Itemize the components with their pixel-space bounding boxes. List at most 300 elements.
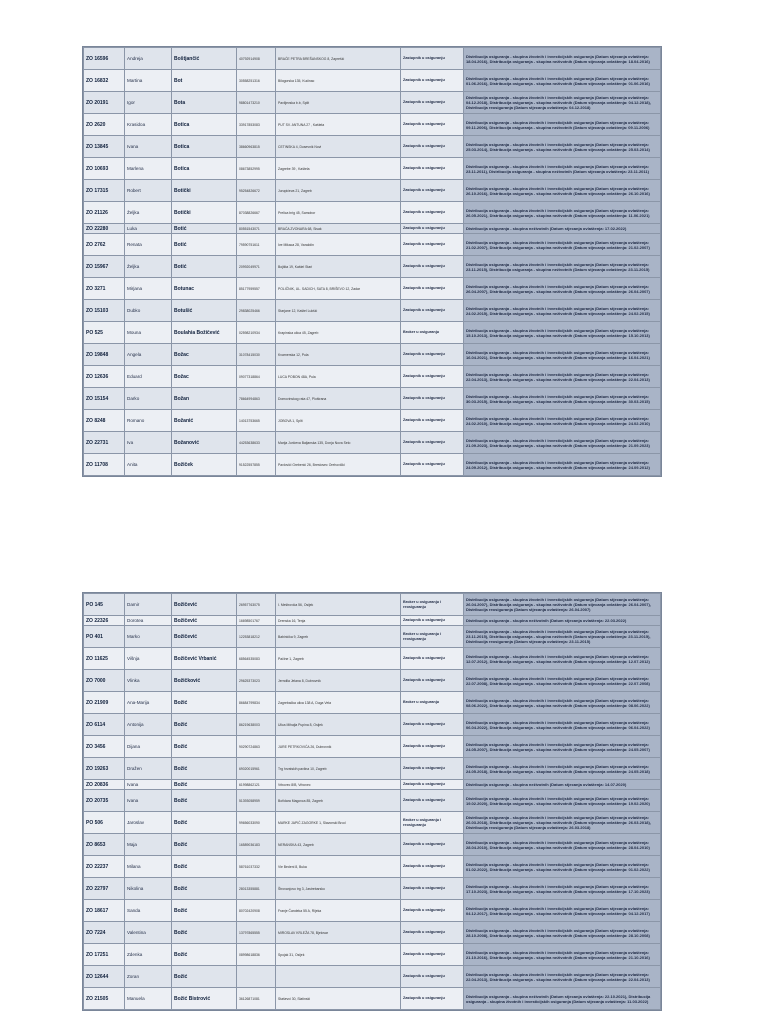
registration-number: ZO 22280 bbox=[84, 224, 125, 234]
authorization-description: Distribucija osiguranja - skupina životnih i investicijskih osiguranja (Datum stjecanja ovlaštenja: 30.03.2015), Distribucija osiguranja - skupina neživotnih (Datum stjecanja ovlaštenja: 30.03.2015) bbox=[464, 388, 661, 410]
oib-number: 69020015961 bbox=[237, 758, 276, 780]
agent-type: Zastupnik u osiguranju bbox=[401, 388, 464, 410]
agent-type: Zastupnik u osiguranju bbox=[401, 410, 464, 432]
register-table-1 bbox=[83, 47, 661, 476]
authorization-description: Distribucija osiguranja - skupina životnih i investicijskih osiguranja (Datum stjecanja ovlaštenja: 21.02.2007), Distribucija osiguranja - skupina neživotnih (Datum stjecanja ovlaštenja: 21.02.2007) bbox=[464, 234, 661, 256]
authorization-description: Distribucija osiguranja - skupina životnih i investicijskih osiguranja (Datum stjecanja ovlaštenja: 24.05.2018), Distribucija osiguranja - skupina neživotnih (Datum stjecanja ovlaštenja: 24.05.2018) bbox=[464, 758, 661, 780]
last-name: Bot bbox=[172, 70, 237, 92]
last-name: Božičević bbox=[172, 594, 237, 616]
authorization-description: Distribucija osiguranja - skupina životnih i investicijskih osiguranja (Datum stjecanja ovlaštenja: 22.07.2008), Distribucija osiguranja - skupina neživotnih (Datum stjecanja ovlaštenja: 22.07.2008) bbox=[464, 670, 661, 692]
registration-number: PO 525 bbox=[84, 322, 125, 344]
first-name: Manuela bbox=[125, 988, 172, 1010]
authorization-description: Distribucija osiguranja - skupina neživotnih (Datum stjecanja ovlaštenja: 14.07.2020) bbox=[464, 780, 661, 790]
last-name: Botica bbox=[172, 158, 237, 180]
authorization-description: Distribucija osiguranja - skupina životnih i investicijskih osiguranja (Datum stjecanja ovlaštenja: 28.04.2010), Distribucija osiguranja - skupina neživotnih (Datum stjecanja ovlaštenja: 28.04.2010) bbox=[464, 834, 661, 856]
authorization-description: Distribucija osiguranja - skupina životnih i investicijskih osiguranja (Datum stjecanja ovlaštenja: 26.04.2007), Distribucija osiguranja - skupina neživotnih (Datum stjecanja ovlaštenja: 26.04.2007), Distribucija reosiguranja (Datum stjecanja ovlaštenja: 26.04.2007) bbox=[464, 594, 661, 616]
last-name: Boštjančić bbox=[172, 48, 237, 70]
first-name: Ivana bbox=[125, 790, 172, 812]
registration-number: ZO 21505 bbox=[84, 988, 125, 1010]
authorization-description: Distribucija osiguranja - skupina životnih i investicijskih osiguranja (Datum stjecanja ovlaštenja: 17.10.2023), Distribucija osiguranja - skupina neživotnih (Datum stjecanja ovlaštenja: 17.10.2023) bbox=[464, 878, 661, 900]
first-name: Mirjana bbox=[125, 278, 172, 300]
table-row bbox=[84, 366, 661, 388]
last-name: Botički bbox=[172, 202, 237, 224]
table-row bbox=[84, 224, 661, 234]
registration-number: ZO 22326 bbox=[84, 616, 125, 626]
oib-number: 95254826672 bbox=[237, 180, 276, 202]
authorization-description: Distribucija osiguranja - skupina životnih i investicijskih osiguranja (Datum stjecanja ovlaštenja: 23.11.2011), Distribucija osiguranja - skupina neživotnih (Datum stjecanja ovlaštenja: 23.11.2011) bbox=[464, 158, 661, 180]
address: POLIČNIK, UL. SADICH, SATA 8, BRIŠEVO 12, Zadar bbox=[276, 278, 401, 300]
authorization-description: Distribucija osiguranja - skupina životnih i investicijskih osiguranja (Datum stjecanja ovlaštenja: 24.09.2012), Distribucija osiguranja - skupina neživotnih (Datum stjecanja ovlaštenja: 24.09.2012) bbox=[464, 454, 661, 476]
table-row bbox=[84, 158, 661, 180]
registration-number: ZO 16596 bbox=[84, 48, 125, 70]
last-name: Boulahia Božičević bbox=[172, 322, 237, 344]
table-row bbox=[84, 48, 661, 70]
table-row bbox=[84, 202, 661, 224]
last-name: Božić bbox=[172, 758, 237, 780]
authorization-description: Distribucija osiguranja - skupina životnih i investicijskih osiguranja (Datum stjecanja ovlaštenja: 26.03.2018), Distribucija osiguranja - skupina neživotnih (Datum stjecanja ovlaštenja: 26.03.2018), Distribucija reosiguranja (Datum stjecanja ovlaštenja: 26.03.2018) bbox=[464, 812, 661, 834]
registration-number: ZO 22797 bbox=[84, 878, 125, 900]
last-name: Božiček bbox=[172, 454, 237, 476]
authorization-description: Distribucija osiguranja - skupina životnih i investicijskih osiguranja (Datum stjecanja ovlaštenja: 01.02.2022), Distribucija osiguranja - skupina neživotnih (Datum stjecanja ovlaštenja: 01.02.2022) bbox=[464, 856, 661, 878]
first-name: Krasidoa bbox=[125, 114, 172, 136]
oib-number: 58761037332 bbox=[237, 856, 276, 878]
first-name: Valentina bbox=[125, 922, 172, 944]
agent-type: Zastupnik u osiguranju bbox=[401, 278, 464, 300]
address: MARKE JAPIĆ ZAGORKE 1, Slavonski Brod bbox=[276, 812, 401, 834]
authorization-description: Distribucija osiguranja - skupina životnih i investicijskih osiguranja (Datum stjecanja ovlaštenja: 22.04.2013), Distribucija osiguranja - skupina neživotnih (Datum stjecanja ovlaštenja: 22.04.2013) bbox=[464, 366, 661, 388]
last-name: Božić bbox=[172, 922, 237, 944]
authorization-description: Distribucija osiguranja - skupina životnih i investicijskih osiguranja (Datum stjecanja ovlaštenja: 16.04.2021), Distribucija osiguranja - skupina neživotnih (Datum stjecanja ovlaštenja: 16.04.2021) bbox=[464, 344, 661, 366]
first-name: Dorotea bbox=[125, 616, 172, 626]
address: Zagrebe 39 , Kaštela bbox=[276, 158, 401, 180]
table-row bbox=[84, 410, 661, 432]
table-row bbox=[84, 670, 661, 692]
first-name: Dubko bbox=[125, 300, 172, 322]
last-name: Božić bbox=[172, 736, 237, 758]
oib-number: 38660963815 bbox=[237, 136, 276, 158]
first-name: Nikolina bbox=[125, 878, 172, 900]
registration-number: PO 401 bbox=[84, 626, 125, 648]
registration-number: ZO 15967 bbox=[84, 256, 125, 278]
first-name: Sanda bbox=[125, 900, 172, 922]
agent-type: Zastupnik u osiguranju bbox=[401, 180, 464, 202]
table-row bbox=[84, 234, 661, 256]
registration-number: ZO 15154 bbox=[84, 388, 125, 410]
address: Marija Jurićeva Baljanska 135, Donja Nova Selo bbox=[276, 432, 401, 454]
authorization-description: Distribucija osiguranja - skupina životnih i investicijskih osiguranja (Datum stjecanja ovlaštenja: 22.04.2013), Distribucija osiguranja - skupina neživotnih (Datum stjecanja ovlaštenja: 22.04.2013) bbox=[464, 966, 661, 988]
oib-number: 20992049971 bbox=[237, 256, 276, 278]
address: Ive Mikaca 28, Varaždin bbox=[276, 234, 401, 256]
registration-number: ZO 15103 bbox=[84, 300, 125, 322]
registration-number: PO 506 bbox=[84, 812, 125, 834]
address: Pavlovići Grebenić 26, Brestovec Orehovički bbox=[276, 454, 401, 476]
authorization-description: Distribucija osiguranja - skupina životnih i investicijskih osiguranja (Datum stjecanja ovlaštenja: 01.06.2016), Distribucija osiguranja - skupina neživotnih (Datum stjecanja ovlaštenja: 01.06.2016) bbox=[464, 70, 661, 92]
table-row bbox=[84, 136, 661, 158]
table-row bbox=[84, 714, 661, 736]
oib-number: 80551543071 bbox=[237, 224, 276, 234]
agent-type: Broker u osiguranju i reosiguranju bbox=[401, 594, 464, 616]
table-row bbox=[84, 780, 661, 790]
oib-number: 16589036183 bbox=[237, 834, 276, 856]
registration-number: ZO 10693 bbox=[84, 158, 125, 180]
table-row bbox=[84, 856, 661, 878]
table-row bbox=[84, 922, 661, 944]
last-name: Božić bbox=[172, 714, 237, 736]
table-row bbox=[84, 834, 661, 856]
oib-number: 08998618836 bbox=[237, 944, 276, 966]
agent-type: Zastupnik u osiguranju bbox=[401, 454, 464, 476]
last-name: Božić bbox=[172, 944, 237, 966]
oib-number: 51393058959 bbox=[237, 790, 276, 812]
agent-type: Zastupnik u osiguranju bbox=[401, 366, 464, 388]
oib-number: 40792914908 bbox=[237, 48, 276, 70]
address: LUCA POBON 48A, Pula bbox=[276, 366, 401, 388]
address: Staševci 30, Slatinski bbox=[276, 988, 401, 1010]
first-name: Romano bbox=[125, 410, 172, 432]
registration-number: ZO 19263 bbox=[84, 758, 125, 780]
agent-type: Zastupnik u osiguranju bbox=[401, 234, 464, 256]
authorization-description: Distribucija osiguranja - skupina životnih i investicijskih osiguranja (Datum stjecanja ovlaštenja: 19.02.2020), Distribucija osiguranja - skupina neživotnih (Datum stjecanja ovlaštenja: 19.02.2020) bbox=[464, 790, 661, 812]
last-name: Božić bbox=[172, 900, 237, 922]
registration-number: ZO 12644 bbox=[84, 966, 125, 988]
address: Bojišta 19, Kaštel Stari bbox=[276, 256, 401, 278]
address: Trg hrvatskih pavlina 10, Zagreb bbox=[276, 758, 401, 780]
address: Vie Bedeni 8, Buka bbox=[276, 856, 401, 878]
last-name: Božić bbox=[172, 966, 237, 988]
oib-number: 79590751611 bbox=[237, 234, 276, 256]
oib-number: 26957763075 bbox=[237, 594, 276, 616]
address: Bilogorska 135, Kućinac bbox=[276, 70, 401, 92]
address: JOBOVA 1, Split bbox=[276, 410, 401, 432]
authorization-description: Distribucija osiguranja - skupina neživotnih (Datum stjecanja ovlaštenja: 17.02.2022) bbox=[464, 224, 661, 234]
last-name: Božan bbox=[172, 388, 237, 410]
table-row bbox=[84, 878, 661, 900]
agent-type: Zastupnik u osiguranju bbox=[401, 900, 464, 922]
address: Ulica Mihajla Pupina 8, Osijek bbox=[276, 714, 401, 736]
first-name: Dijana bbox=[125, 736, 172, 758]
last-name: Botunac bbox=[172, 278, 237, 300]
agent-type: Zastupnik u osiguranju bbox=[401, 834, 464, 856]
authorization-description: Distribucija osiguranja - skupina životnih i investicijskih osiguranja (Datum stjecanja ovlaštenja: 24.05.2007), Distribucija osiguranja - skupina neživotnih (Datum stjecanja ovlaštenja: 24.05.2007) bbox=[464, 736, 661, 758]
authorization-description: Distribucija osiguranja - skupina životnih i investicijskih osiguranja (Datum stjecanja ovlaštenja: 18.04.2016), Distribucija osiguranja - skupina neživotnih (Datum stjecanja ovlaštenja: 18.04.2016) bbox=[464, 48, 661, 70]
authorization-description: Distribucija osiguranja - skupina životnih i investicijskih osiguranja (Datum stjecanja ovlaštenja: 24.02.2015), Distribucija osiguranja - skupina neživotnih (Datum stjecanja ovlaštenja: 24.02.2015) bbox=[464, 300, 661, 322]
address bbox=[276, 966, 401, 988]
first-name: Eduard bbox=[125, 366, 172, 388]
authorization-description: Distribucija osiguranja - skupina životnih i investicijskih osiguranja (Datum stjecanja ovlaštenja: 04.12.2018), Distribucija osiguranja - skupina neživotnih (Datum stjecanja ovlaštenja: 04.12.2018), Distribucija reosiguranja (Datum stjecanja ovlaštenja: 04.12.2018) bbox=[464, 92, 661, 114]
last-name: Božanić bbox=[172, 410, 237, 432]
address: PUT SV. ANTUNA 27 , Kaštela bbox=[276, 114, 401, 136]
first-name: Igor bbox=[125, 92, 172, 114]
authorization-description: Distribucija osiguranja - skupina životnih i investicijskih osiguranja (Datum stjecanja ovlaštenja: 12.07.2012), Distribucija osiguranja - skupina neživotnih (Datum stjecanja ovlaštenja: 12.07.2012) bbox=[464, 648, 661, 670]
oib-number: 29625373023 bbox=[237, 670, 276, 692]
registration-number: ZO 22731 bbox=[84, 432, 125, 454]
oib-number: 02598210934 bbox=[237, 322, 276, 344]
address: NERANSKA 43, Zagreb bbox=[276, 834, 401, 856]
registration-number: ZO 18617 bbox=[84, 900, 125, 922]
first-name: Jaroslav bbox=[125, 812, 172, 834]
oib-number: 16698501767 bbox=[237, 616, 276, 626]
agent-type: Zastupnik u osiguranju bbox=[401, 224, 464, 234]
address: BRAĆA ZVONARA 68, Sisak bbox=[276, 224, 401, 234]
first-name: Zoran bbox=[125, 966, 172, 988]
agent-type: Zastupnik u osiguranju bbox=[401, 988, 464, 1010]
oib-number: 33917853083 bbox=[237, 114, 276, 136]
address: Pavlijevska b.b, Split bbox=[276, 92, 401, 114]
agent-type: Zastupnik u osiguranju bbox=[401, 202, 464, 224]
authorization-description: Distribucija osiguranja - skupina životnih i investicijskih osiguranja (Datum stjecanja ovlaštenja: 26.04.2007), Distribucija osiguranja - skupina neživotnih (Datum stjecanja ovlaštenja: 26.04.2007) bbox=[464, 278, 661, 300]
register-page-1 bbox=[82, 46, 662, 477]
registration-number: ZO 2762 bbox=[84, 234, 125, 256]
oib-number: 28013355881 bbox=[237, 878, 276, 900]
table-row bbox=[84, 626, 661, 648]
first-name: Robert bbox=[125, 180, 172, 202]
last-name: Božić bbox=[172, 878, 237, 900]
table-row bbox=[84, 180, 661, 202]
table-row bbox=[84, 114, 661, 136]
first-name: Antonija bbox=[125, 714, 172, 736]
oib-number: 12253818212 bbox=[237, 626, 276, 648]
table-row bbox=[84, 322, 661, 344]
registration-number: ZO 16832 bbox=[84, 70, 125, 92]
agent-type: Broker u osiguranju bbox=[401, 692, 464, 714]
address: Starjane 12, Kaštel Lukšić bbox=[276, 300, 401, 322]
authorization-description: Distribucija osiguranja - skupina životnih i investicijskih osiguranja (Datum stjecanja ovlaštenja: 15.10.2013), Distribucija osiguranja - skupina neživotnih (Datum stjecanja ovlaštenja: 15.10.2013) bbox=[464, 322, 661, 344]
oib-number: 36126871081 bbox=[237, 988, 276, 1010]
agent-type: Zastupnik u osiguranju bbox=[401, 300, 464, 322]
address: Franje Čandeka 55 A, Rijeka bbox=[276, 900, 401, 922]
table-row bbox=[84, 736, 661, 758]
agent-type: Zastupnik u osiguranju bbox=[401, 92, 464, 114]
agent-type: Zastupnik u osiguranju bbox=[401, 758, 464, 780]
registration-number: ZO 20191 bbox=[84, 92, 125, 114]
last-name: Božanović bbox=[172, 432, 237, 454]
registration-number: ZO 20735 bbox=[84, 790, 125, 812]
address: Babinićka 9, Zagreb bbox=[276, 626, 401, 648]
last-name: Botić bbox=[172, 224, 237, 234]
last-name: Botički bbox=[172, 180, 237, 202]
address: Prelica brig 45, Samobor bbox=[276, 202, 401, 224]
table-row bbox=[84, 432, 661, 454]
last-name: Božičević bbox=[172, 616, 237, 626]
table-row bbox=[84, 278, 661, 300]
agent-type: Zastupnik u osiguranju bbox=[401, 114, 464, 136]
agent-type: Zastupnik u osiguranju bbox=[401, 616, 464, 626]
authorization-description: Distribucija osiguranja - skupina životnih i investicijskih osiguranja (Datum stjecanja ovlaštenja: 04.12.2017), Distribucija osiguranja - skupina neživotnih (Datum stjecanja ovlaštenja: 04.12.2017) bbox=[464, 900, 661, 922]
agent-type: Zastupnik u osiguranju bbox=[401, 158, 464, 180]
first-name: Milana bbox=[125, 856, 172, 878]
authorization-description: Distribucija osiguranja - skupina životnih i investicijskih osiguranja (Datum stjecanja ovlaštenja: 28.10.2008), Distribucija osiguranja - skupina neživotnih (Datum stjecanja ovlaštenja: 28.10.2008) bbox=[464, 922, 661, 944]
address: Kvarnerska 12, Pula bbox=[276, 344, 401, 366]
first-name: Damir bbox=[125, 594, 172, 616]
table-row bbox=[84, 812, 661, 834]
agent-type: Zastupnik u osiguranju bbox=[401, 966, 464, 988]
table-row bbox=[84, 966, 661, 988]
last-name: Božičević bbox=[172, 626, 237, 648]
oib-number: 29838025466 bbox=[237, 300, 276, 322]
authorization-description: Distribucija osiguranja - skupina životnih i investicijskih osiguranja (Datum stjecanja ovlaštenja: 21.10.2016), Distribucija osiguranja - skupina neživotnih (Datum stjecanja ovlaštenja: 21.10.2016) bbox=[464, 944, 661, 966]
last-name: Botušić bbox=[172, 300, 237, 322]
oib-number: 90290724863 bbox=[237, 736, 276, 758]
address: Domovinskog rata 47, Ploštrana bbox=[276, 388, 401, 410]
agent-type: Broker u osiguranju i reosiguranju bbox=[401, 626, 464, 648]
registration-number: ZO 7000 bbox=[84, 670, 125, 692]
address: Jerndila Jelana 8, Dubrovnik bbox=[276, 670, 401, 692]
table-row bbox=[84, 790, 661, 812]
first-name: Zdenka bbox=[125, 944, 172, 966]
table-row bbox=[84, 256, 661, 278]
address: Štrovanjovo trg 3, Jastrebarsko bbox=[276, 878, 401, 900]
agent-type: Zastupnik u osiguranju bbox=[401, 736, 464, 758]
oib-number: 08673852995 bbox=[237, 158, 276, 180]
agent-type: Zastupnik u osiguranju bbox=[401, 714, 464, 736]
table-row bbox=[84, 300, 661, 322]
oib-number: 31078415030 bbox=[237, 344, 276, 366]
registration-number: ZO 17251 bbox=[84, 944, 125, 966]
registration-number: ZO 11625 bbox=[84, 648, 125, 670]
registration-number: ZO 3456 bbox=[84, 736, 125, 758]
authorization-description: Distribucija osiguranja - skupina životnih i investicijskih osiguranja (Datum stjecanja ovlaštenja: 21.09.2023), Distribucija osiguranja - skupina neživotnih (Datum stjecanja ovlaštenja: 21.09.2023) bbox=[464, 432, 661, 454]
address: Spojak 31, Osijek bbox=[276, 944, 401, 966]
registration-number: ZO 17315 bbox=[84, 180, 125, 202]
address: BRAĆE PETRA BREŠANSKOG 8, Zaprešić bbox=[276, 48, 401, 70]
table-row bbox=[84, 594, 661, 616]
registration-number: PO 145 bbox=[84, 594, 125, 616]
registration-number: ZO 6114 bbox=[84, 714, 125, 736]
registration-number: ZO 8248 bbox=[84, 410, 125, 432]
authorization-description: Distribucija osiguranja - skupina životnih i investicijskih osiguranja (Datum stjecanja ovlaštenja: 24.02.2010), Distribucija osiguranja - skupina neživotnih (Datum stjecanja ovlaštenja: 24.02.2010) bbox=[464, 410, 661, 432]
registration-number: ZO 3271 bbox=[84, 278, 125, 300]
authorization-description: Distribucija osiguranja - skupina životnih i investicijskih osiguranja (Datum stjecanja ovlaštenja: 23.11.2015), Distribucija osiguranja - skupina neživotnih (Datum stjecanja ovlaštenja: 23.11.2015) bbox=[464, 256, 661, 278]
table-row bbox=[84, 70, 661, 92]
first-name: Angela bbox=[125, 344, 172, 366]
agent-type: Zastupnik u osiguranju bbox=[401, 878, 464, 900]
address: Bořidara Magovca 85, Zagreb bbox=[276, 790, 401, 812]
first-name: Darko bbox=[125, 388, 172, 410]
authorization-description: Distribucija osiguranja - skupina životnih i investicijskih osiguranja (Datum stjecanja ovlaštenja: 26.10.2016), Distribucija osiguranja - skupina neživotnih (Datum stjecanja ovlaštenja: 26.10.2016) bbox=[464, 180, 661, 202]
table-row bbox=[84, 988, 661, 1010]
agent-type: Broker u osiguranju i reosiguranju bbox=[401, 812, 464, 834]
last-name: Botica bbox=[172, 114, 237, 136]
authorization-description: Distribucija osiguranja - skupina životnih i investicijskih osiguranja (Datum stjecanja ovlaštenja: 08.06.2022), Distribucija osiguranja - skupina neživotnih (Datum stjecanja ovlaštenja: 08.06.2022) bbox=[464, 692, 661, 714]
address: Krapinska ulica 45, Zagreb bbox=[276, 322, 401, 344]
registration-number: ZO 13845 bbox=[84, 136, 125, 158]
registration-number: ZO 22237 bbox=[84, 856, 125, 878]
address: I. Meštrovića 56, Osijek bbox=[276, 594, 401, 616]
table-row bbox=[84, 648, 661, 670]
registration-number: ZO 21126 bbox=[84, 202, 125, 224]
oib-number: 61998862121 bbox=[237, 780, 276, 790]
agent-type: Zastupnik u osiguranju bbox=[401, 70, 464, 92]
last-name: Božičević Vrbanić bbox=[172, 648, 237, 670]
last-name: Božičković bbox=[172, 670, 237, 692]
registration-number: ZO 19848 bbox=[84, 344, 125, 366]
last-name: Božić bbox=[172, 780, 237, 790]
registration-number: ZO 21909 bbox=[84, 692, 125, 714]
authorization-description: Distribucija osiguranja - skupina životnih i investicijskih osiguranja (Datum stjecanja ovlaštenja: 26.05.2021), Distribucija osiguranja - skupina neživotnih (Datum stjecanja ovlaštenja: 11.06.2021) bbox=[464, 202, 661, 224]
first-name: Maja bbox=[125, 834, 172, 856]
address: Jurupićeva 21, Zagreb bbox=[276, 180, 401, 202]
first-name: Andreja bbox=[125, 48, 172, 70]
address: MIROSLAV KRLEŽA 78, Bjelovar bbox=[276, 922, 401, 944]
table-row bbox=[84, 454, 661, 476]
agent-type: Zastupnik u osiguranju bbox=[401, 344, 464, 366]
agent-type: Zastupnik u osiguranju bbox=[401, 670, 464, 692]
authorization-description: Distribucija osiguranja - skupina životnih i investicijskih osiguranja (Datum stjecanja ovlaštenja: 09.11.2006), Distribucija osiguranja - skupina neživotnih (Datum stjecanja ovlaštenja: 09.11.2006) bbox=[464, 114, 661, 136]
agent-type: Broker u osiguranju bbox=[401, 322, 464, 344]
agent-type: Zastupnik u osiguranju bbox=[401, 944, 464, 966]
last-name: Božić bbox=[172, 812, 237, 834]
last-name: Božić bbox=[172, 790, 237, 812]
first-name: Višnja bbox=[125, 648, 172, 670]
last-name: Božić bbox=[172, 834, 237, 856]
first-name: Marlena bbox=[125, 158, 172, 180]
first-name: Željka bbox=[125, 202, 172, 224]
first-name: Anita bbox=[125, 454, 172, 476]
address: JURE PETRKOVIĆA 26, Dubrovnik bbox=[276, 736, 401, 758]
table-row bbox=[84, 900, 661, 922]
oib-number: 86684799834 bbox=[237, 692, 276, 714]
last-name: Božac bbox=[172, 344, 237, 366]
last-name: Božić bbox=[172, 692, 237, 714]
table-row bbox=[84, 758, 661, 780]
first-name: Željka bbox=[125, 256, 172, 278]
agent-type: Zastupnik u osiguranju bbox=[401, 256, 464, 278]
oib-number: 87038826667 bbox=[237, 202, 276, 224]
first-name: Marko bbox=[125, 626, 172, 648]
oib-number: 44253638633 bbox=[237, 432, 276, 454]
oib-number: 80702420908 bbox=[237, 900, 276, 922]
agent-type: Zastupnik u osiguranju bbox=[401, 780, 464, 790]
first-name: Ana-Marija bbox=[125, 692, 172, 714]
oib-number: 86219638003 bbox=[237, 714, 276, 736]
registration-number: ZO 8653 bbox=[84, 834, 125, 856]
first-name: Dražen bbox=[125, 758, 172, 780]
address: Pačine 1, Zagreb bbox=[276, 648, 401, 670]
address: Drenska 16, Tenja bbox=[276, 616, 401, 626]
last-name: Botić bbox=[172, 256, 237, 278]
oib-number: 99656033090 bbox=[237, 812, 276, 834]
registration-number: ZO 7224 bbox=[84, 922, 125, 944]
table-row bbox=[84, 344, 661, 366]
register-page-2 bbox=[82, 592, 662, 1011]
first-name: Ivana bbox=[125, 780, 172, 790]
table-row bbox=[84, 388, 661, 410]
table-row bbox=[84, 692, 661, 714]
authorization-description: Distribucija osiguranja - skupina životnih i investicijskih osiguranja (Datum stjecanja ovlaštenja: 25.03.2014), Distribucija osiguranja - skupina neživotnih (Datum stjecanja ovlaštenja: 25.03.2014) bbox=[464, 136, 661, 158]
first-name: Renata bbox=[125, 234, 172, 256]
last-name: Božac bbox=[172, 366, 237, 388]
oib-number: 13797865555 bbox=[237, 922, 276, 944]
registration-number: ZO 20836 bbox=[84, 780, 125, 790]
register-table-2 bbox=[83, 593, 661, 1010]
oib-number: 98801473210 bbox=[237, 92, 276, 114]
authorization-description: Distribucija osiguranja - skupina životnih i investicijskih osiguranja (Datum stjecanja ovlaštenja: 23.11.2015), Distribucija osiguranja - skupina neživotnih (Datum stjecanja ovlaštenja: 23.11.2015), Distribucija reosiguranja (Datum stjecanja ovlaštenja: 23.11.2015) bbox=[464, 626, 661, 648]
agent-type: Zastupnik u osiguranju bbox=[401, 648, 464, 670]
address: Zagrebačka ulica 138 A, Duga Vela bbox=[276, 692, 401, 714]
first-name: Mouna bbox=[125, 322, 172, 344]
last-name: Botić bbox=[172, 234, 237, 256]
first-name: Luka bbox=[125, 224, 172, 234]
last-name: Botica bbox=[172, 136, 237, 158]
oib-number: 68564535083 bbox=[237, 648, 276, 670]
first-name: Martina bbox=[125, 70, 172, 92]
last-name: Božić bbox=[172, 856, 237, 878]
authorization-description: Distribucija osiguranja - skupina neživotnih (Datum stjecanja ovlaštenja: 22.10.2021), Distribucija osiguranja - skupina životnih i investicijskih osiguranja (Datum stjecanja ovlaštenja: 11.03.2022) bbox=[464, 988, 661, 1010]
table-row bbox=[84, 944, 661, 966]
agent-type: Zastupnik u osiguranju bbox=[401, 48, 464, 70]
agent-type: Zastupnik u osiguranju bbox=[401, 790, 464, 812]
oib-number bbox=[237, 966, 276, 988]
